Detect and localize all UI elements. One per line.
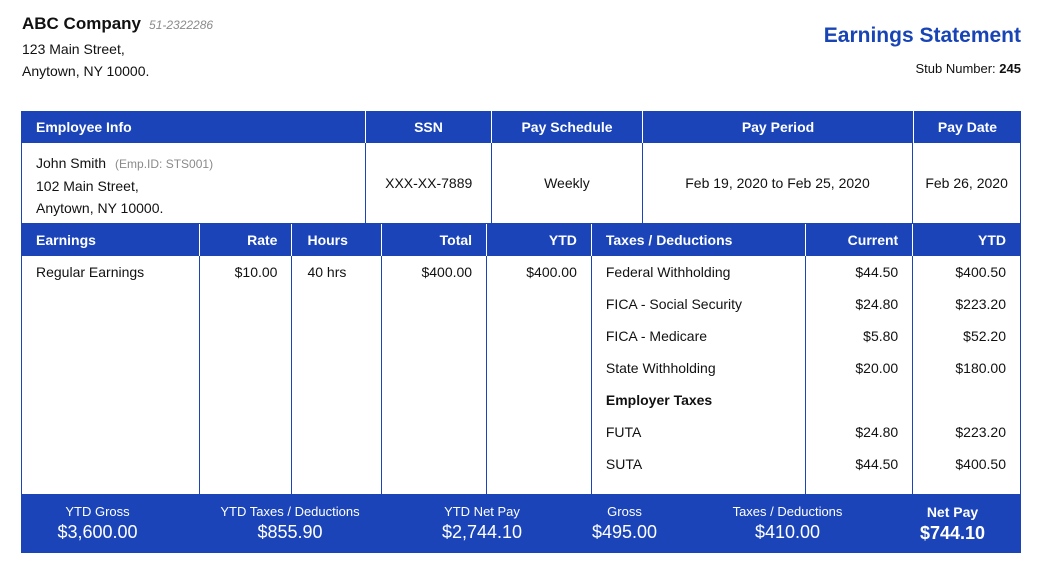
employee-id: (Emp.ID: STS001): [115, 157, 214, 171]
earnings-ytd-column: [486, 256, 591, 494]
tax-ytd: $400.50: [955, 264, 1006, 280]
tax-name: FICA - Medicare: [605, 328, 708, 344]
summary-value: $410.00: [754, 522, 821, 542]
tax-current: $20.00: [855, 360, 899, 376]
company-address-line2: Anytown, NY 10000.: [22, 63, 150, 79]
summary-label: YTD Gross: [65, 504, 130, 519]
summary-band: [21, 494, 1021, 553]
pay-period-value: Feb 19, 2020 to Feb 25, 2020: [642, 143, 912, 223]
taxes-name-column: [591, 256, 806, 494]
tax-name: State Withholding: [605, 360, 716, 376]
info-header-row: [21, 111, 1021, 143]
info-body-row: [21, 143, 1021, 224]
header-total: Total: [381, 224, 486, 256]
header-rate: Rate: [199, 224, 292, 256]
pay-date-value: Feb 26, 2020: [912, 143, 1020, 223]
tax-name: SUTA: [605, 456, 643, 472]
header-earnings: Earnings: [36, 232, 96, 248]
statement-title: Earnings Statement: [823, 24, 1021, 47]
tax-ytd: $223.20: [955, 296, 1006, 312]
header-earnings-ytd: YTD: [486, 224, 591, 256]
stub-number-value: 245: [999, 61, 1021, 76]
earnings-total-column: [381, 256, 486, 494]
summary-label: Gross: [607, 504, 642, 519]
company-ein: 51-2322286: [149, 18, 214, 32]
tax-current: [806, 384, 912, 416]
tax-ytd: $223.20: [955, 424, 1006, 440]
header-taxes-deductions: Taxes / Deductions: [591, 224, 806, 256]
tax-current: $24.80: [855, 424, 899, 440]
summary-label: Net Pay: [926, 503, 979, 520]
summary-label: Taxes / Deductions: [732, 504, 843, 519]
summary-gross: [558, 494, 691, 553]
tax-ytd: $400.50: [955, 456, 1006, 472]
employee-name-line: [36, 152, 365, 175]
summary-label: YTD Taxes / Deductions: [220, 504, 360, 519]
statement-block: [824, 24, 1021, 76]
earnings-name-column: [22, 256, 199, 494]
header-employee-info: Employee Info: [36, 119, 132, 135]
earnings-hours-column: [291, 256, 381, 494]
taxes-current-column: [805, 256, 912, 494]
summary-net-pay: [884, 494, 1021, 553]
employee-address-line2: Anytown, NY 10000.: [36, 200, 164, 216]
stub-number-line: [824, 61, 1021, 76]
employee-name: John Smith: [36, 155, 107, 171]
taxes-ytd-column: [912, 256, 1020, 494]
earnings-taxes-table: [21, 224, 1021, 494]
pay-schedule-value: Weekly: [491, 143, 642, 223]
header-hours: Hours: [291, 224, 381, 256]
summary-ytd-net-pay: [406, 494, 558, 553]
company-address-line1: 123 Main Street,: [22, 41, 125, 57]
earnings-rate-column: [199, 256, 292, 494]
summary-label: YTD Net Pay: [444, 504, 520, 519]
tax-ytd: $52.20: [963, 328, 1006, 344]
tax-name: FUTA: [605, 424, 642, 440]
earnings-body: [22, 256, 1020, 494]
earning-name: Regular Earnings: [36, 264, 145, 280]
ssn-value: XXX-XX-7889: [365, 143, 491, 223]
tax-current: $44.50: [855, 456, 899, 472]
summary-value: $2,744.10: [441, 522, 523, 542]
tax-current: $24.80: [855, 296, 899, 312]
header-taxes-ytd: YTD: [912, 224, 1020, 256]
tax-current: $44.50: [855, 264, 899, 280]
company-address: [22, 38, 213, 82]
summary-value: $744.10: [919, 522, 986, 543]
header-current: Current: [805, 224, 912, 256]
tax-name: FICA - Social Security: [605, 296, 743, 312]
header-pay-schedule: Pay Schedule: [491, 111, 642, 143]
earnings-header-row: [22, 224, 1020, 256]
earning-ytd: $400.00: [526, 264, 577, 280]
summary-ytd-gross: [21, 494, 174, 553]
summary-value: $495.00: [591, 522, 658, 542]
summary-value: $855.90: [257, 522, 323, 542]
header-ssn: SSN: [365, 111, 491, 143]
earning-hours: 40 hrs: [307, 264, 347, 280]
earning-rate: $10.00: [234, 264, 278, 280]
tax-current: $5.80: [863, 328, 899, 344]
summary-value: $3,600.00: [57, 522, 138, 542]
tax-ytd: [913, 384, 1020, 416]
employee-info-table: [21, 111, 1021, 224]
company-block: [22, 14, 213, 82]
employee-address-line1: 102 Main Street,: [36, 178, 139, 194]
stub-number-label: Stub Number:: [915, 61, 996, 76]
header-pay-date: Pay Date: [913, 111, 1021, 143]
tax-ytd: $180.00: [955, 360, 1006, 376]
tax-name: Federal Withholding: [605, 264, 731, 280]
company-name: ABC Company: [22, 14, 142, 33]
summary-taxes: [691, 494, 884, 553]
employer-taxes-heading: Employer Taxes: [605, 392, 713, 408]
company-title-line: [22, 14, 213, 34]
header-pay-period: Pay Period: [642, 111, 913, 143]
earning-total: $400.00: [421, 264, 473, 280]
employee-info-cell: [22, 143, 365, 223]
summary-ytd-taxes: [174, 494, 406, 553]
